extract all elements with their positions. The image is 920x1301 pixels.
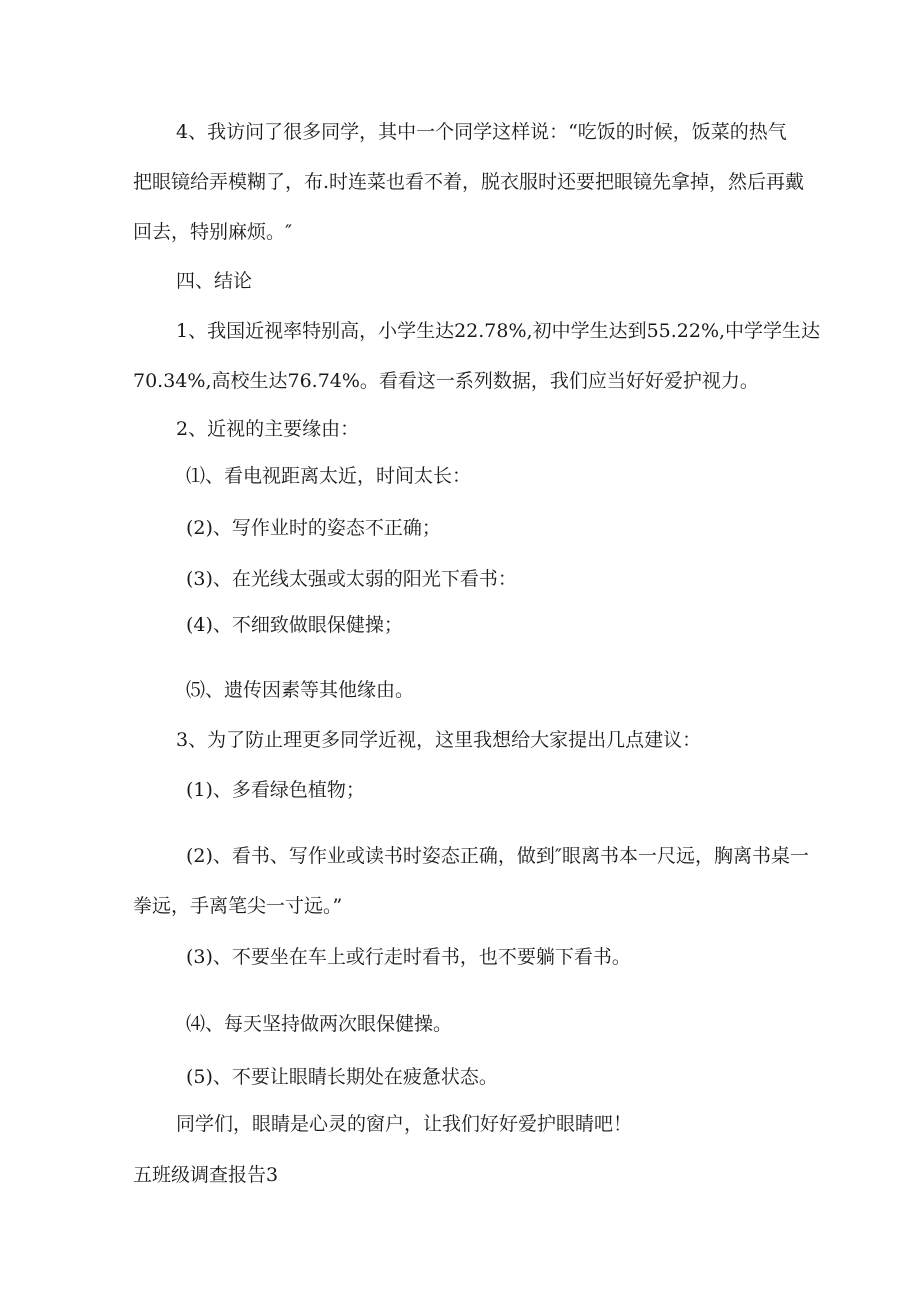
paragraph-line: 1、我国近视率特别高，小学生达22.78%,初中学生达到55.22%,中学学生达 [176, 320, 821, 342]
list-item: (1)、多看绿色植物； [186, 779, 365, 801]
list-item: (3)、在光线太强或太弱的阳光下看书： [186, 568, 517, 590]
paragraph-line: 2、近视的主要缘由： [176, 418, 360, 440]
paragraph-line: 70.34%,高校生达76.74%。看看这一系列数据，我们应当好好爱护视力。 [133, 370, 759, 392]
list-item: ⑸、遗传因素等其他缘由。 [186, 679, 415, 701]
paragraph-line: 把眼镜给弄模糊了，布.时连菜也看不着，脱衣服时还要把眼镜先拿掉，然后再戴 [133, 171, 805, 193]
section-title: 五班级调查报告3 [133, 1164, 279, 1186]
list-item: (3)、不要坐在车上或行走时看书，也不要躺下看书。 [186, 946, 631, 968]
list-item: ⑷、每天坚持做两次眼保健操。 [186, 1013, 453, 1035]
list-item: (4)、不细致做眼保健操； [186, 614, 403, 636]
list-item: (5)、不要让眼睛长期处在疲惫状态。 [186, 1066, 498, 1088]
paragraph-line: 同学们，眼睛是心灵的窗户，让我们好好爱护眼睛吧！ [176, 1113, 633, 1135]
paragraph-line: 拳远，手离笔尖一寸远。” [133, 895, 343, 917]
list-item: ⑴、看电视距离太近，时间太长： [186, 465, 472, 487]
paragraph-line: 3、为了防止理更多同学近视，这里我想给大家提出几点建议： [176, 729, 702, 751]
paragraph-line: 4、我访问了很多同学，其中一个同学这样说：“吃饭的时候，饭菜的热气 [176, 121, 787, 143]
list-item: (2)、看书、写作业或读书时姿态正确，做到″眼离书本一尺远，胸离书桌一 [186, 845, 810, 867]
list-item: (2)、写作业时的姿态不正确； [186, 517, 441, 539]
paragraph-line: 回去，特别麻烦。″ [133, 221, 293, 243]
section-heading: 四、结论 [176, 270, 253, 292]
